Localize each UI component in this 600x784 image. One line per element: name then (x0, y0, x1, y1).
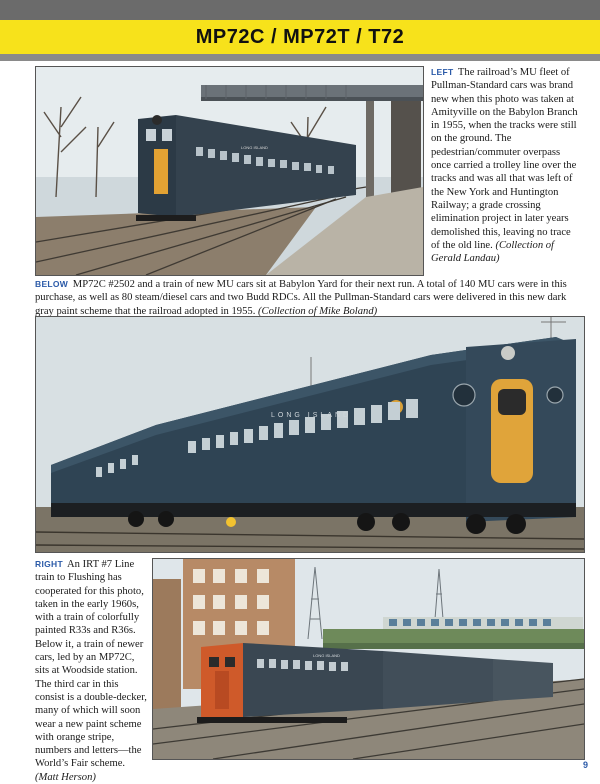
caption-tag: RIGHT (35, 559, 63, 569)
top-edge-bar (0, 0, 600, 20)
photo-amityville (35, 66, 424, 276)
photo-babylon (35, 316, 585, 553)
caption-text: An IRT #7 Line train to Flushing has cooperated for this photo, taken in the early 1960s, with a train of colorfully painted R33s and R36s. Below it, a train of newer cars, led by an MP72C, sits at Woodside station. The third car in this consist is a double-decker, many of which will soon wear a new paint scheme with orange stripe, numbers and letters—the World’s Fair scheme. (35, 559, 147, 770)
photo-credit: (Collection of Mike Boland) (258, 305, 378, 317)
car-lettering: LONG ISLAND (313, 653, 340, 658)
caption-right (35, 558, 147, 784)
page-title: MP72C / MP72T / T72 (195, 25, 405, 48)
caption-tag: LEFT (431, 67, 454, 77)
car-lettering: LONG ISLAND (271, 412, 352, 419)
photo-credit: (Matt Herson) (35, 771, 96, 783)
caption-text: MP72C #2502 and a train of new MU cars sit at Babylon Yard for their next run. A total of 140 MU cars were in this purchase, as well as 80 steam/diesel cars and two Budd RDCs. All the Pullman-Standard cars were delivered in this new dark gray paint scheme that the railroad adopted in 1955. (35, 279, 567, 317)
photo-woodside (152, 558, 585, 760)
car-lettering: LONG ISLAND (241, 145, 268, 150)
caption-tag: BELOW (35, 279, 69, 289)
caption-left (431, 66, 581, 265)
header-underline (0, 54, 600, 61)
photo-credit: (Collection of Gerald Landau) (431, 239, 555, 265)
header-banner (0, 20, 600, 54)
page-number: 9 (582, 760, 588, 770)
caption-text: The railroad’s MU fleet of Pullman-Standard cars was brand new when this photo was taken at Amityville on the Babylon Branch in 1955, when the tracks were still on the ground. The pedestrian/commuter overpass once carried a trolley line over the tracks and was all that was left of the New York and Huntington Railway; a grade crossing elimination project in later years demolished this, leaving no trace of the old line. (431, 67, 578, 251)
caption-below (35, 278, 583, 318)
